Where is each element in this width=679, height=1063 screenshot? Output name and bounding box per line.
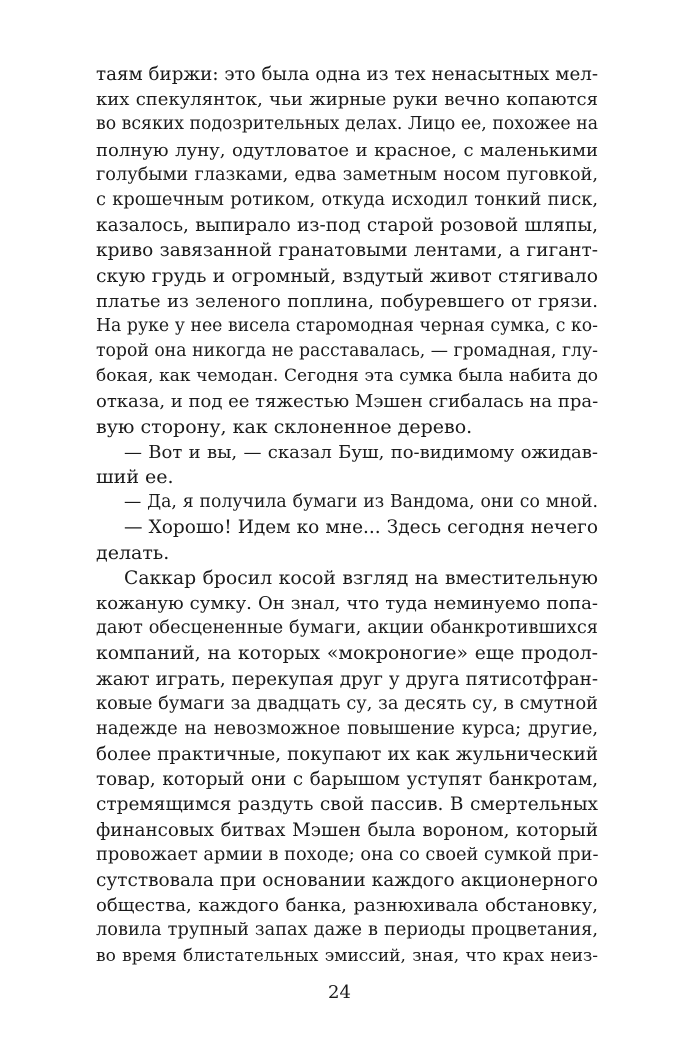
text-line: вую сторону, как склоненное дерево.: [96, 415, 473, 438]
text-line: торой она никогда не расставалась, — громадная, глу-: [96, 341, 598, 362]
text-line: стремящимся раздуть свой пассив. В смертельных: [96, 794, 598, 816]
text-line: полную луну, одутловатое и красное, с маленькими: [96, 139, 598, 161]
text-line: жают играть, перекупая друг у друга пятисотфран-: [96, 668, 598, 690]
paragraph-start-line: Саккар бросил косой взгляд на вместительную: [124, 567, 598, 589]
dialogue-line: — Да, я получила бумаги из Вандома, они со мной.: [124, 492, 598, 513]
text-line: дают обесцененные бумаги, акции обанкротившихся: [96, 618, 598, 639]
text-line: сутствовала при основании каждого акционерного: [96, 870, 598, 891]
body-text: [96, 62, 598, 969]
text-line: На руке у нее висела старомодная черная сумка, с ко-: [96, 315, 598, 336]
text-line: товар, который они с барышом уступят банкротам,: [96, 769, 598, 791]
text-line: криво завязанной гранатовыми лентами, а гигант-: [96, 240, 598, 262]
text-line: провожает армии в походе; она со своей сумкой при-: [96, 844, 599, 865]
text-line: отказа, и под ее тяжестью Мэшен сгибалась на пра-: [96, 391, 599, 413]
text-line: компаний, на которых «мокроногие» еще продол-: [96, 643, 598, 665]
text-line: казалось, выпирало из-под старой розовой шляпы,: [96, 215, 598, 237]
text-line: скую грудь и огромный, вздутый живот стягивало: [96, 265, 598, 287]
text-line: делать.: [96, 541, 170, 564]
text-line: ловила трупный запах даже в периоды процветания,: [96, 920, 598, 941]
text-line: голубыми глазками, едва заметным носом пуговкой,: [96, 164, 598, 185]
text-line: во время блистательных эмиссий, зная, что крах неиз-: [96, 945, 598, 966]
text-line: ких спекулянток, чьи жирные руки вечно копаются: [96, 89, 598, 111]
text-line: ший ее.: [96, 466, 174, 488]
text-line: более практичные, покупают их как жульнический: [96, 744, 598, 766]
text-line: общества, каждого банка, разнюхивала обстановку,: [96, 895, 598, 917]
text-line: кожаную сумку. Он знал, что туда неминуемо попа-: [96, 592, 598, 614]
dialogue-line: — Хорошо! Идем ко мне... Здесь сегодня нечего: [124, 517, 598, 539]
text-line: платье из зеленого поплина, побуревшего от грязи.: [96, 290, 598, 312]
text-line: финансовых битвах Мэшен была вороном, который: [96, 819, 598, 841]
text-line: ковые бумаги за двадцать су, за десять су, в смутной: [96, 693, 598, 714]
text-line: надежде на невозможное повышение курса; другие,: [96, 718, 598, 739]
text-line: таям биржи: это была одна из тех ненасытных мел-: [96, 64, 598, 85]
text-line: во всяких подозрительных делах. Лицо ее, похожее на: [96, 114, 598, 135]
dialogue-line: — Вот и вы, — сказал Буш, по-видимому ожидав-: [124, 441, 598, 463]
text-line: бокая, как чемодан. Сегодня эта сумка была набита до: [96, 366, 598, 387]
page-number: 24: [328, 982, 351, 1003]
text-line: с крошечным ротиком, откуда исходил тонкий писк,: [96, 189, 598, 210]
